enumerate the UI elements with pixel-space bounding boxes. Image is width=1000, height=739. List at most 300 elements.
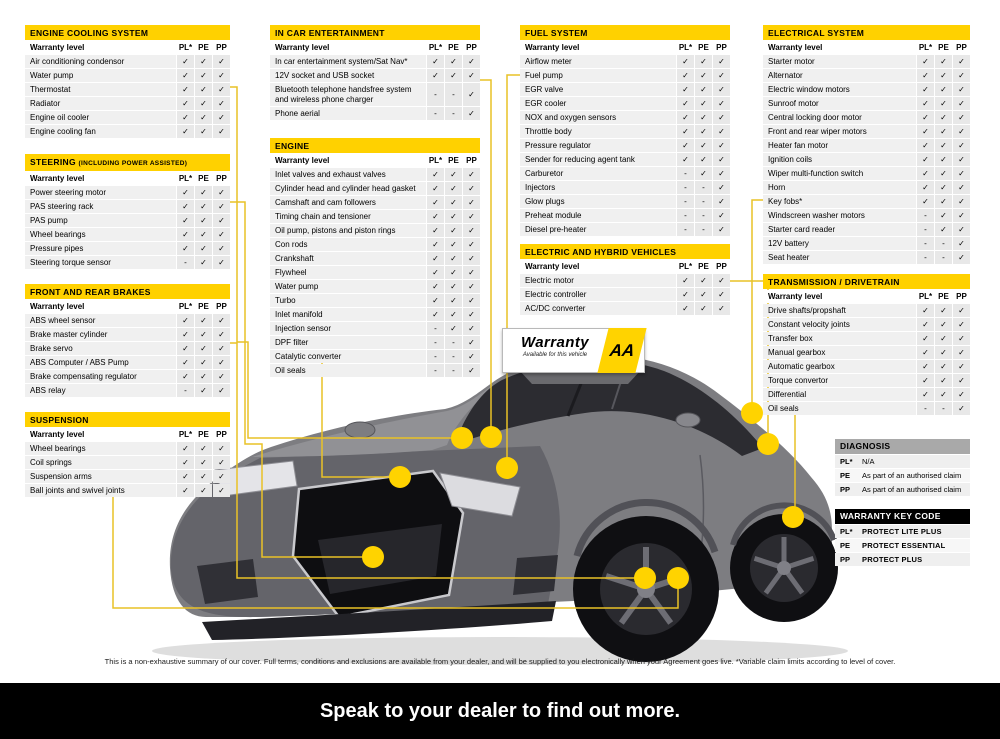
table-title-suffix: (INCLUDING POWER ASSISTED): [78, 160, 188, 167]
check-icon: ✓: [677, 69, 694, 82]
table-row: [763, 181, 970, 194]
check-icon: ✓: [677, 288, 694, 301]
component-label: Power steering motor: [25, 186, 176, 199]
table-row: [763, 69, 970, 82]
header-warranty-level: Warranty level: [25, 300, 176, 313]
legend-text: N/A: [862, 457, 875, 466]
check-icon: ✓: [953, 360, 970, 373]
dash-icon: -: [427, 364, 444, 377]
legend-row: [835, 525, 970, 538]
table-header-row: [25, 428, 230, 441]
check-icon: ✓: [195, 342, 212, 355]
check-icon: ✓: [917, 346, 934, 359]
coverage-dot: [667, 567, 689, 589]
component-label: Windscreen washer motors: [763, 209, 916, 222]
header-level-code: PE: [935, 290, 952, 303]
check-icon: ✓: [213, 200, 230, 213]
check-icon: ✓: [917, 360, 934, 373]
legend-text: As part of an authorised claim: [862, 471, 962, 480]
component-label: Starter card reader: [763, 223, 916, 236]
header-level-code: PP: [953, 41, 970, 54]
check-icon: ✓: [953, 69, 970, 82]
table-row: [25, 125, 230, 138]
component-label: Phone aerial: [270, 107, 426, 120]
component-label: Throttle body: [520, 125, 676, 138]
check-icon: ✓: [953, 251, 970, 264]
table-row: [520, 69, 730, 82]
check-icon: ✓: [177, 456, 194, 469]
component-label: Central locking door motor: [763, 111, 916, 124]
coverage-dot: [451, 427, 473, 449]
legend-code: PP: [840, 485, 851, 494]
coverage-dot: [496, 457, 518, 479]
check-icon: ✓: [953, 83, 970, 96]
table-row: [25, 384, 230, 397]
check-icon: ✓: [213, 69, 230, 82]
check-icon: ✓: [935, 83, 952, 96]
check-icon: ✓: [695, 288, 712, 301]
table-engine-cooling-system: [25, 25, 230, 138]
legend-row: [835, 455, 970, 468]
header-level-code: PE: [195, 428, 212, 441]
header-level-code: PL*: [677, 41, 694, 54]
check-icon: ✓: [463, 182, 480, 195]
check-icon: ✓: [695, 125, 712, 138]
legend-text: PROTECT ESSENTIAL: [862, 541, 946, 550]
table-in-car-entertainment: [270, 25, 480, 120]
table-row: [25, 328, 230, 341]
check-icon: ✓: [213, 228, 230, 241]
component-label: Glow plugs: [520, 195, 676, 208]
table-row: [763, 318, 970, 331]
component-label: Differential: [763, 388, 916, 401]
component-label: Timing chain and tensioner: [270, 210, 426, 223]
check-icon: ✓: [935, 55, 952, 68]
table-row: [520, 111, 730, 124]
table-transmission-drivetrain: [763, 274, 970, 415]
dash-icon: -: [427, 83, 444, 106]
table-title: ELECTRIC AND HYBRID VEHICLES: [520, 244, 730, 259]
check-icon: ✓: [195, 55, 212, 68]
check-icon: ✓: [935, 374, 952, 387]
legend-code: PL*: [840, 457, 853, 466]
header-level-code: PP: [463, 41, 480, 54]
header-level-code: PL*: [917, 41, 934, 54]
check-icon: ✓: [177, 470, 194, 483]
header-level-code: PL*: [427, 154, 444, 167]
check-icon: ✓: [195, 484, 212, 497]
table-header-row: [25, 41, 230, 54]
check-icon: ✓: [213, 328, 230, 341]
table-row: [270, 210, 480, 223]
check-icon: ✓: [463, 55, 480, 68]
legend-text: PROTECT LITE PLUS: [862, 527, 942, 536]
check-icon: ✓: [935, 304, 952, 317]
coverage-dot: [389, 466, 411, 488]
component-label: Cylinder head and cylinder head gasket: [270, 182, 426, 195]
component-label: Electric controller: [520, 288, 676, 301]
table-row: [25, 342, 230, 355]
check-icon: ✓: [213, 370, 230, 383]
legend-code: PE: [840, 471, 851, 480]
header-warranty-level: Warranty level: [25, 172, 176, 185]
table-header-row: [520, 260, 730, 273]
dash-icon: -: [917, 223, 934, 236]
table-row: [270, 252, 480, 265]
component-label: Oil seals: [763, 402, 916, 415]
component-label: 12V socket and USB socket: [270, 69, 426, 82]
leader-electrical-system: [752, 200, 763, 413]
check-icon: ✓: [917, 153, 934, 166]
table-header-row: [520, 41, 730, 54]
table-row: [520, 153, 730, 166]
check-icon: ✓: [445, 280, 462, 293]
dash-icon: -: [677, 223, 694, 236]
component-label: Water pump: [25, 69, 176, 82]
table-title: TRANSMISSION / DRIVETRAIN: [763, 274, 970, 289]
check-icon: ✓: [445, 210, 462, 223]
table-row: [520, 83, 730, 96]
component-label: Wheel bearings: [25, 442, 176, 455]
dash-icon: -: [935, 402, 952, 415]
component-label: ABS Computer / ABS Pump: [25, 356, 176, 369]
table-row: [25, 314, 230, 327]
check-icon: ✓: [935, 388, 952, 401]
table-row: [25, 214, 230, 227]
component-label: Wiper multi-function switch: [763, 167, 916, 180]
table-engine: [270, 138, 480, 377]
disclaimer-text: This is a non-exhaustive summary of our cover. Full terms, conditions and exclusions are available from your dealer, and will be supplied to you electronically when your Agreement goes live. *Variable claim limits according to level of cover.: [104, 657, 896, 666]
check-icon: ✓: [195, 83, 212, 96]
table-row: [763, 402, 970, 415]
component-label: Wheel bearings: [25, 228, 176, 241]
check-icon: ✓: [953, 374, 970, 387]
component-label: Pressure pipes: [25, 242, 176, 255]
check-icon: ✓: [445, 182, 462, 195]
check-icon: ✓: [695, 139, 712, 152]
table-row: [763, 388, 970, 401]
check-icon: ✓: [677, 55, 694, 68]
mirror-right: [676, 413, 700, 427]
check-icon: ✓: [677, 139, 694, 152]
component-label: Turbo: [270, 294, 426, 307]
component-label: Ignition coils: [763, 153, 916, 166]
check-icon: ✓: [213, 125, 230, 138]
component-label: Inlet valves and exhaust valves: [270, 168, 426, 181]
check-icon: ✓: [177, 370, 194, 383]
header-level-code: PP: [463, 154, 480, 167]
header-level-code: PL*: [917, 290, 934, 303]
legend-text: PROTECT PLUS: [862, 555, 923, 564]
check-icon: ✓: [695, 111, 712, 124]
check-icon: ✓: [195, 111, 212, 124]
check-icon: ✓: [917, 388, 934, 401]
coverage-dot: [634, 567, 656, 589]
coverage-dot: [362, 546, 384, 568]
header-warranty-level: Warranty level: [763, 290, 916, 303]
component-label: Engine oil cooler: [25, 111, 176, 124]
check-icon: ✓: [713, 125, 730, 138]
check-icon: ✓: [177, 55, 194, 68]
component-label: PAS steering rack: [25, 200, 176, 213]
table-row: [763, 346, 970, 359]
header-warranty-level: Warranty level: [763, 41, 916, 54]
check-icon: ✓: [677, 302, 694, 315]
check-icon: ✓: [917, 181, 934, 194]
dash-icon: -: [677, 195, 694, 208]
header-level-code: PL*: [177, 172, 194, 185]
table-row: [520, 55, 730, 68]
check-icon: ✓: [713, 209, 730, 222]
component-label: EGR cooler: [520, 97, 676, 110]
check-icon: ✓: [463, 280, 480, 293]
dash-icon: -: [695, 195, 712, 208]
check-icon: ✓: [917, 374, 934, 387]
component-label: Radiator: [25, 97, 176, 110]
check-icon: ✓: [463, 364, 480, 377]
table-row: [25, 242, 230, 255]
check-icon: ✓: [917, 69, 934, 82]
header-level-code: PL*: [177, 41, 194, 54]
legend-row: [835, 539, 970, 552]
table-row: [763, 251, 970, 264]
component-label: Alternator: [763, 69, 916, 82]
check-icon: ✓: [695, 167, 712, 180]
check-icon: ✓: [195, 186, 212, 199]
table-electrical-system: [763, 25, 970, 264]
check-icon: ✓: [917, 304, 934, 317]
diagnosis-legend: [835, 439, 970, 496]
check-icon: ✓: [427, 238, 444, 251]
component-label: Manual gearbox: [763, 346, 916, 359]
component-label: NOX and oxygen sensors: [520, 111, 676, 124]
badge-title: Warranty: [521, 334, 589, 351]
table-title: STEERING (INCLUDING POWER ASSISTED): [25, 154, 230, 171]
check-icon: ✓: [677, 83, 694, 96]
component-label: Brake compensating regulator: [25, 370, 176, 383]
table-row: [520, 302, 730, 315]
component-label: Sender for reducing agent tank: [520, 153, 676, 166]
table-row: [763, 360, 970, 373]
check-icon: ✓: [935, 139, 952, 152]
check-icon: ✓: [935, 97, 952, 110]
check-icon: ✓: [713, 139, 730, 152]
component-label: Oil pump, pistons and piston rings: [270, 224, 426, 237]
table-row: [25, 442, 230, 455]
table-row: [520, 125, 730, 138]
check-icon: ✓: [177, 342, 194, 355]
header-level-code: PE: [695, 260, 712, 273]
check-icon: ✓: [177, 228, 194, 241]
table-row: [25, 83, 230, 96]
legend-row: [835, 553, 970, 566]
legend-code: PE: [840, 541, 851, 550]
check-icon: ✓: [935, 167, 952, 180]
check-icon: ✓: [953, 55, 970, 68]
header-level-code: PE: [445, 154, 462, 167]
check-icon: ✓: [713, 153, 730, 166]
check-icon: ✓: [935, 318, 952, 331]
check-icon: ✓: [195, 356, 212, 369]
check-icon: ✓: [953, 388, 970, 401]
table-title: ENGINE COOLING SYSTEM: [25, 25, 230, 40]
table-row: [520, 288, 730, 301]
check-icon: ✓: [713, 181, 730, 194]
table-row: [270, 107, 480, 120]
legend-title: DIAGNOSIS: [835, 439, 970, 454]
check-icon: ✓: [935, 153, 952, 166]
header-warranty-level: Warranty level: [270, 41, 426, 54]
check-icon: ✓: [445, 196, 462, 209]
legend-title: WARRANTY KEY CODE: [835, 509, 970, 524]
check-icon: ✓: [677, 153, 694, 166]
check-icon: ✓: [177, 83, 194, 96]
check-icon: ✓: [917, 195, 934, 208]
check-icon: ✓: [677, 125, 694, 138]
check-icon: ✓: [917, 125, 934, 138]
check-icon: ✓: [677, 97, 694, 110]
check-icon: ✓: [713, 302, 730, 315]
check-icon: ✓: [695, 83, 712, 96]
table-row: [520, 97, 730, 110]
table-row: [520, 209, 730, 222]
header-level-code: PE: [195, 172, 212, 185]
component-label: Key fobs*: [763, 195, 916, 208]
dash-icon: -: [677, 181, 694, 194]
check-icon: ✓: [463, 83, 480, 106]
check-icon: ✓: [935, 332, 952, 345]
check-icon: ✓: [177, 186, 194, 199]
component-label: Crankshaft: [270, 252, 426, 265]
table-fuel-system: [520, 25, 730, 236]
check-icon: ✓: [917, 139, 934, 152]
check-icon: ✓: [213, 256, 230, 269]
check-icon: ✓: [917, 83, 934, 96]
dash-icon: -: [445, 364, 462, 377]
check-icon: ✓: [177, 484, 194, 497]
check-icon: ✓: [177, 328, 194, 341]
component-label: Seat heater: [763, 251, 916, 264]
component-label: AC/DC converter: [520, 302, 676, 315]
check-icon: ✓: [427, 55, 444, 68]
component-label: Constant velocity joints: [763, 318, 916, 331]
header-level-code: PE: [695, 41, 712, 54]
check-icon: ✓: [463, 266, 480, 279]
check-icon: ✓: [213, 384, 230, 397]
check-icon: ✓: [445, 308, 462, 321]
check-icon: ✓: [713, 55, 730, 68]
check-icon: ✓: [427, 266, 444, 279]
check-icon: ✓: [177, 200, 194, 213]
table-title: ENGINE: [270, 138, 480, 153]
check-icon: ✓: [713, 111, 730, 124]
header-level-code: PE: [195, 300, 212, 313]
check-icon: ✓: [177, 97, 194, 110]
check-icon: ✓: [463, 238, 480, 251]
table-row: [763, 237, 970, 250]
check-icon: ✓: [935, 209, 952, 222]
component-label: Brake servo: [25, 342, 176, 355]
component-label: Con rods: [270, 238, 426, 251]
aa-logo-text: AA: [608, 340, 636, 360]
component-label: 12V battery: [763, 237, 916, 250]
component-label: Injectors: [520, 181, 676, 194]
legend-text: As part of an authorised claim: [862, 485, 962, 494]
leader-in-car-entertainment: [480, 80, 491, 437]
check-icon: ✓: [195, 328, 212, 341]
check-icon: ✓: [195, 456, 212, 469]
check-icon: ✓: [935, 125, 952, 138]
badge-text: [503, 329, 607, 372]
header-warranty-level: Warranty level: [25, 428, 176, 441]
header-level-code: PP: [713, 41, 730, 54]
table-header-row: [25, 172, 230, 185]
dash-icon: -: [677, 167, 694, 180]
check-icon: ✓: [935, 360, 952, 373]
header-warranty-level: Warranty level: [520, 260, 676, 273]
check-icon: ✓: [445, 69, 462, 82]
car-illustration: [152, 355, 848, 665]
check-icon: ✓: [463, 69, 480, 82]
header-level-code: PL*: [427, 41, 444, 54]
check-icon: ✓: [463, 196, 480, 209]
table-row: [270, 308, 480, 321]
table-row: [270, 55, 480, 68]
check-icon: ✓: [195, 214, 212, 227]
check-icon: ✓: [195, 242, 212, 255]
check-icon: ✓: [463, 336, 480, 349]
check-icon: ✓: [445, 322, 462, 335]
component-label: Horn: [763, 181, 916, 194]
header-level-code: PP: [213, 41, 230, 54]
check-icon: ✓: [935, 69, 952, 82]
check-icon: ✓: [427, 168, 444, 181]
check-icon: ✓: [953, 237, 970, 250]
check-icon: ✓: [213, 242, 230, 255]
component-label: Engine cooling fan: [25, 125, 176, 138]
legend-code: PL*: [840, 527, 853, 536]
component-label: Drive shafts/propshaft: [763, 304, 916, 317]
table-suspension: [25, 412, 230, 497]
check-icon: ✓: [935, 195, 952, 208]
table-row: [520, 195, 730, 208]
check-icon: ✓: [695, 153, 712, 166]
check-icon: ✓: [177, 214, 194, 227]
check-icon: ✓: [917, 318, 934, 331]
table-row: [25, 256, 230, 269]
dash-icon: -: [917, 209, 934, 222]
header-level-code: PL*: [177, 300, 194, 313]
check-icon: ✓: [953, 195, 970, 208]
check-icon: ✓: [195, 125, 212, 138]
footer-banner: Speak to your dealer to find out more.: [0, 683, 1000, 739]
check-icon: ✓: [695, 69, 712, 82]
table-row: [763, 111, 970, 124]
header-level-code: PP: [953, 290, 970, 303]
check-icon: ✓: [445, 55, 462, 68]
component-label: DPF filter: [270, 336, 426, 349]
check-icon: ✓: [677, 111, 694, 124]
check-icon: ✓: [427, 308, 444, 321]
check-icon: ✓: [713, 274, 730, 287]
check-icon: ✓: [695, 97, 712, 110]
header-level-code: PE: [195, 41, 212, 54]
check-icon: ✓: [213, 111, 230, 124]
dash-icon: -: [445, 107, 462, 120]
check-icon: ✓: [427, 69, 444, 82]
component-label: Coil springs: [25, 456, 176, 469]
check-icon: ✓: [195, 370, 212, 383]
